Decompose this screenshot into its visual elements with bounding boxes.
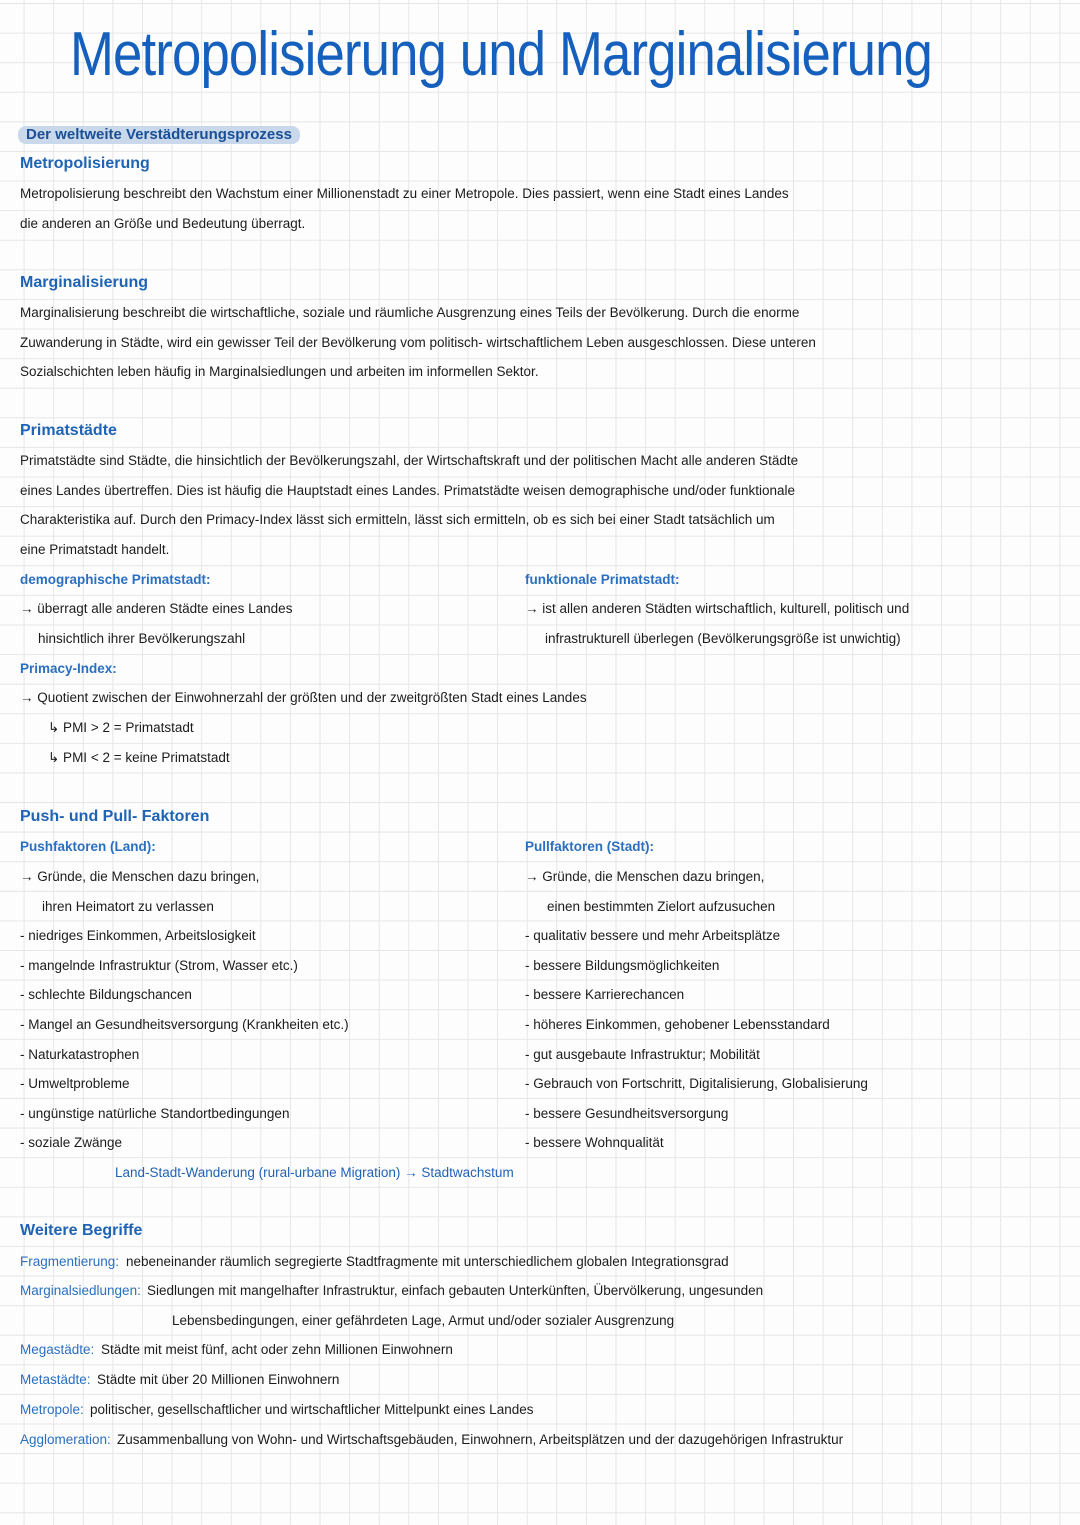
term-text-continued: Lebensbedingungen, einer gefährdeten Lage, Armut und/oder sozialer Ausgrenzung xyxy=(172,1313,675,1328)
text-line: Charakteristika auf. Durch den Primacy-Index lässt sich ermitteln, lässt sich ermitteln, ob es sich bei einer Stadt tatsächlich um xyxy=(20,512,775,527)
subheading-primacy-index: Primacy-Index: xyxy=(20,661,117,676)
term-text: Städte mit meist fünf, acht oder zehn Millionen Einwohnern xyxy=(101,1342,453,1357)
term-label: Agglomeration: xyxy=(20,1432,111,1447)
pull-factor-item: → Gründe, die Menschen dazu bringen, xyxy=(525,869,765,884)
push-factor-item: - ungünstige natürliche Standortbedingungen xyxy=(20,1105,290,1121)
term-label: Marginalsiedlungen: xyxy=(20,1283,141,1298)
subheading-push: Pushfaktoren (Land): xyxy=(20,839,156,854)
main-section-heading: Der weltweite Verstädterungsprozess xyxy=(18,126,300,144)
term-text: Städte mit über 20 Millionen Einwohnern xyxy=(97,1372,340,1387)
push-factor-item: - soziale Zwänge xyxy=(20,1135,123,1151)
pull-factor-item: - gut ausgebaute Infrastruktur; Mobilität xyxy=(525,1046,760,1062)
heading-primatstaedte: Primatstädte xyxy=(20,422,117,439)
pull-factor-item: - bessere Karrierechancen xyxy=(525,987,685,1003)
pull-factor-item: - bessere Bildungsmöglichkeiten xyxy=(525,957,720,973)
subheading-demographic: demographische Primatstadt: xyxy=(20,572,211,587)
text-line: die anderen an Größe und Bedeutung überragt. xyxy=(20,216,306,231)
text-line: Marginalisierung beschreibt die wirtschaftliche, soziale und räumliche Ausgrenzung eines Teils der Bevölkerung. Durch die enorme xyxy=(20,305,800,320)
text-line: hinsichtlich ihrer Bevölkerungszahl xyxy=(38,631,246,646)
term-text: Zusammenballung von Wohn- und Wirtschaftsgebäuden, Einwohnern, Arbeitsplätzen und der dazugehörigen Infrastruktur xyxy=(117,1432,844,1447)
pull-factor-item: - qualitativ bessere und mehr Arbeitsplätze xyxy=(525,928,781,944)
text-line: Sozialschichten leben häufig in Marginalsiedlungen und arbeiten im informellen Sektor. xyxy=(20,364,539,379)
term-label: Metropole: xyxy=(20,1402,84,1417)
text-line: Primatstädte sind Städte, die hinsichtlich der Bevölkerungszahl, der Wirtschaftskraft und der politischen Macht alle anderen Städte xyxy=(20,453,799,468)
term-label: Metastädte: xyxy=(20,1372,91,1387)
term-text: nebeneinander räumlich segregierte Stadtfragmente mit unterschiedlichem globalen Integrationsgrad xyxy=(126,1254,729,1269)
subheading-pull: Pullfaktoren (Stadt): xyxy=(525,839,655,854)
term-text: Siedlungen mit mangelhafter Infrastruktur, einfach gebauten Unterkünften, Übervölkerung, ungesunden xyxy=(147,1283,764,1298)
text-line: eine Primatstadt handelt. xyxy=(20,542,170,557)
text-line: ↳ PMI < 2 = keine Primatstadt xyxy=(48,750,230,765)
text-line: → überragt alle anderen Städte eines Landes xyxy=(20,601,293,616)
text-line: eines Landes übertreffen. Dies ist häufig die Hauptstadt eines Landes. Primatstädte weisen demographische und/oder funktionale xyxy=(20,483,795,498)
pull-factor-item: - Gebrauch von Fortschritt, Digitalisierung, Globalisierung xyxy=(525,1076,868,1092)
push-factor-item: → Gründe, die Menschen dazu bringen, xyxy=(20,869,260,884)
push-factor-item: - Umweltprobleme xyxy=(20,1076,130,1092)
push-factor-item: - schlechte Bildungschancen xyxy=(20,987,192,1003)
term-text: politischer, gesellschaftlicher und wirtschaftlicher Mittelpunkt eines Landes xyxy=(90,1402,534,1417)
migration-line: Land-Stadt-Wanderung (rural-urbane Migration) → Stadtwachstum xyxy=(115,1165,514,1180)
heading-marginalisierung: Marginalisierung xyxy=(20,274,149,291)
page-title: Metropolisierung und Marginalisierung xyxy=(70,20,933,89)
pull-factor-item: - bessere Gesundheitsversorgung xyxy=(525,1105,729,1121)
subheading-functional: funktionale Primatstadt: xyxy=(525,572,680,587)
push-factor-item: - niedriges Einkommen, Arbeitslosigkeit xyxy=(20,928,256,944)
text-line: Zuwanderung in Städte, wird ein gewisser Teil der Bevölkerung vom politisch- wirtschaftlichem Leben ausgeschlossen. Diese unteren xyxy=(20,335,816,350)
pull-factor-item: - höheres Einkommen, gehobener Lebensstandard xyxy=(525,1017,830,1032)
text-line: infrastrukturell überlegen (Bevölkerungsgröße ist unwichtig) xyxy=(545,631,901,646)
text-line: → Quotient zwischen der Einwohnerzahl der größten und der zweitgrößten Stadt eines Landes xyxy=(20,690,587,705)
pull-factor-item: - bessere Wohnqualität xyxy=(525,1135,664,1151)
text-line: Metropolisierung beschreibt den Wachstum einer Millionenstadt zu einer Metropole. Dies passiert, wenn eine Stadt eines Landes xyxy=(20,186,789,201)
text-line: ↳ PMI > 2 = Primatstadt xyxy=(48,720,194,735)
pull-factor-item: einen bestimmten Zielort aufzusuchen xyxy=(547,898,776,914)
term-label: Megastädte: xyxy=(20,1342,95,1357)
term-label: Fragmentierung: xyxy=(20,1254,120,1269)
push-factor-item: - Mangel an Gesundheitsversorgung (Krankheiten etc.) xyxy=(20,1017,349,1032)
heading-push-pull: Push- und Pull- Faktoren xyxy=(20,808,210,825)
text-line: → ist allen anderen Städten wirtschaftlich, kulturell, politisch und xyxy=(525,601,910,616)
push-factor-item: - mangelnde Infrastruktur (Strom, Wasser etc.) xyxy=(20,957,298,973)
push-factor-item: - Naturkatastrophen xyxy=(20,1046,140,1062)
heading-weitere-begriffe: Weitere Begriffe xyxy=(20,1222,143,1239)
push-factor-item: ihren Heimatort zu verlassen xyxy=(42,898,214,914)
heading-metropolisierung: Metropolisierung xyxy=(20,155,150,172)
